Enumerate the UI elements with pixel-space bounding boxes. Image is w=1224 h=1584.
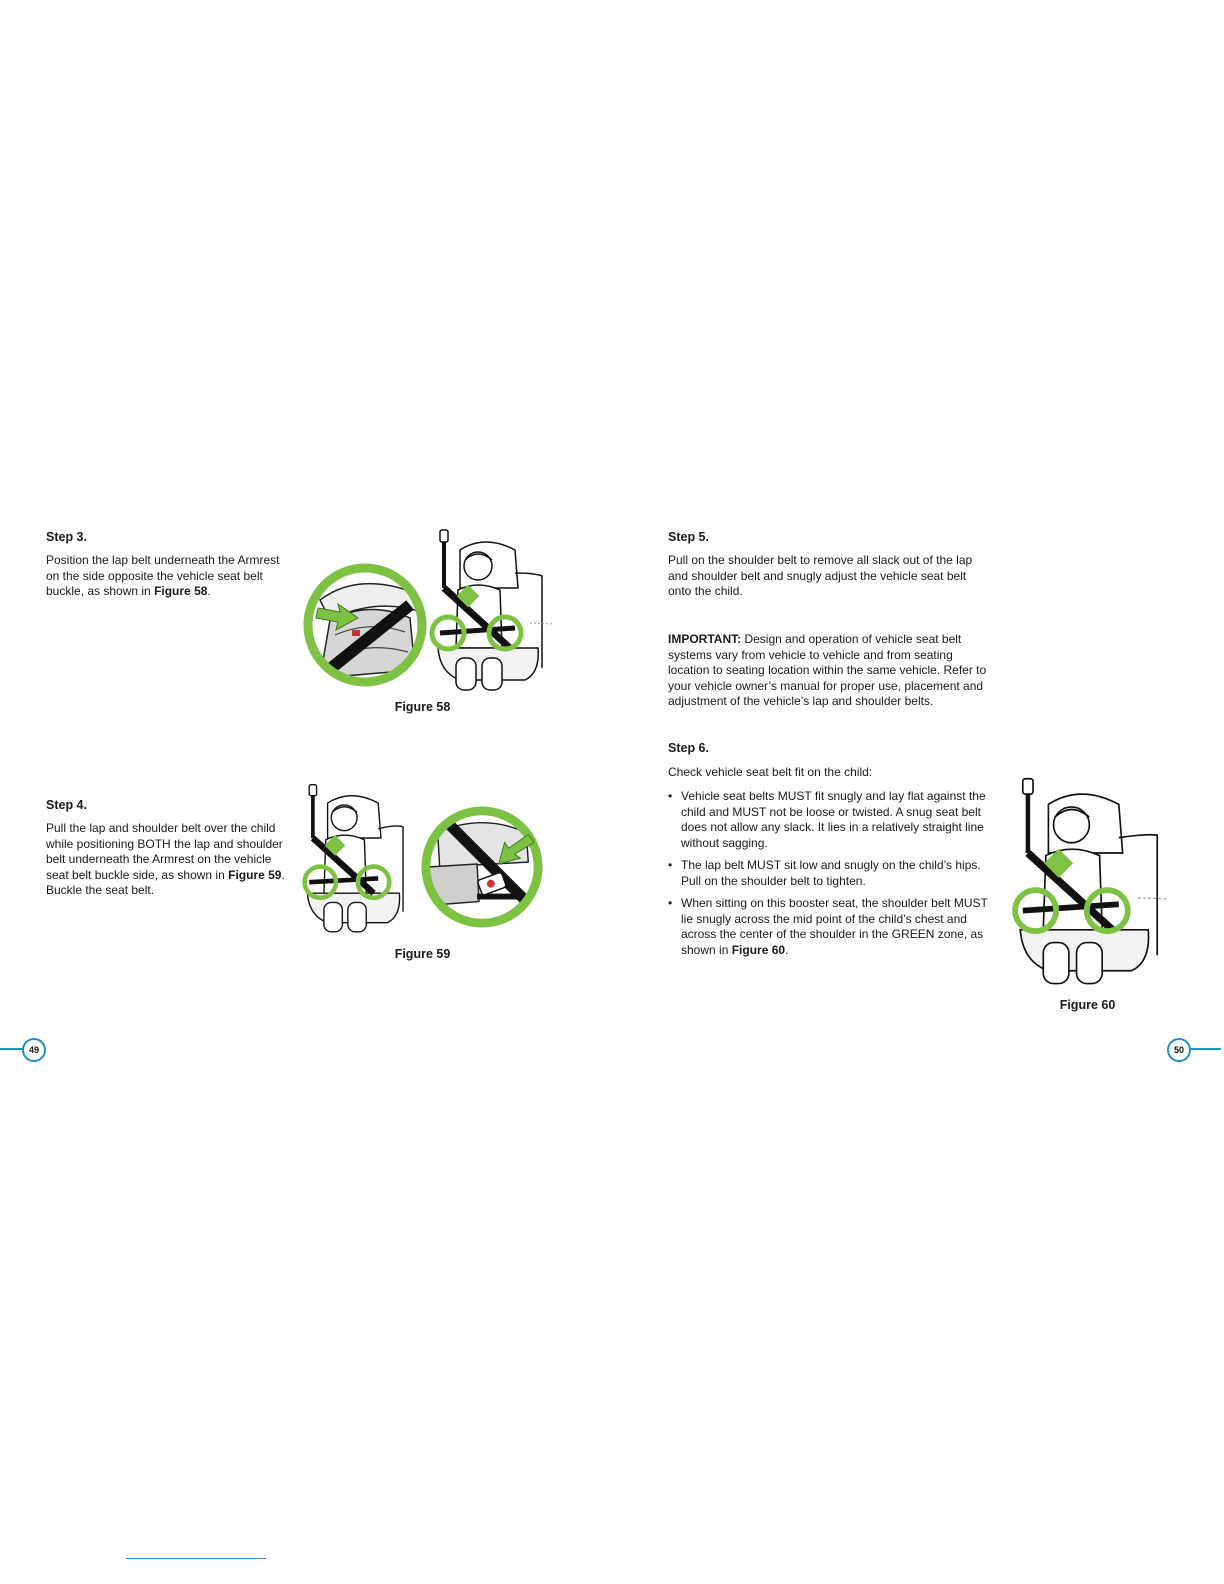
important-label: IMPORTANT:: [668, 632, 742, 646]
step5-title: Step 5.: [668, 530, 709, 544]
booster-seat-child-illustration: [430, 528, 555, 698]
figure60-ref: Figure 60: [731, 942, 786, 957]
list-item: • Vehicle seat belts MUST fit snugly and lay flat against the child and MUST not be loose or twisted. A snug seat belt does not allow any slack. It lies in a relatively straight line without sagging.: [668, 789, 998, 851]
list-item: • The lap belt MUST sit low and snugly on the child’s hips. Pull on the shoulder belt to tighten.: [668, 858, 998, 889]
buckle-closeup-illustration: [418, 803, 546, 931]
armrest-closeup-illustration: [300, 560, 430, 690]
step6-intro: Check vehicle seat belt fit on the child:: [668, 765, 873, 779]
step3-text: Position the lap belt underneath the Armrest on the side opposite the vehicle seat belt buckle, as shown in Figure 58.: [46, 553, 280, 598]
footer-rule: [126, 1558, 266, 1559]
figure60-label: Figure 60: [1059, 998, 1116, 1012]
step5-text: Pull on the shoulder belt to remove all slack out of the lap and shoulder belt and snugly adjust the vehicle seat belt onto the child.: [668, 553, 973, 598]
step6-bullet-list: [668, 789, 998, 965]
figure58-label: Figure 58: [394, 700, 451, 714]
list-item: • When sitting on this booster seat, the shoulder belt MUST lie snugly across the mid point of the child’s chest and across the center of the shoulder in the GREEN zone, as shown in Figure 60.: [668, 896, 998, 958]
step6-title: Step 6.: [668, 741, 709, 755]
step4-text: Pull the lap and shoulder belt over the child while positioning BOTH the lap and shoulder belt underneath the Armrest on the vehicle seat belt buckle side, as shown in Figure 59. Buckle the seat belt.: [46, 821, 285, 897]
step4-title: Step 4.: [46, 798, 87, 812]
booster-seat-child-illustration: [300, 776, 415, 946]
booster-seat-child-illustration: [1010, 775, 1170, 995]
page-number-rule: [1191, 1048, 1221, 1050]
figure59-ref: Figure 59: [228, 867, 282, 882]
page-number-49: 49: [22, 1038, 46, 1062]
page-number-rule: [0, 1048, 24, 1050]
page-number-50: 50: [1167, 1038, 1191, 1062]
figure58-ref: Figure 58: [154, 584, 208, 598]
step3-title: Step 3.: [46, 530, 87, 544]
figure59-label: Figure 59: [394, 947, 451, 961]
important-note: IMPORTANT: Design and operation of vehicle seat belt systems vary from vehicle to vehicle and from seating location to seating location within the same vehicle. Refer to your vehicle owner’s manual for proper use, placement and adjustment of the vehicle’s lap and shoulder belts.: [668, 632, 987, 708]
